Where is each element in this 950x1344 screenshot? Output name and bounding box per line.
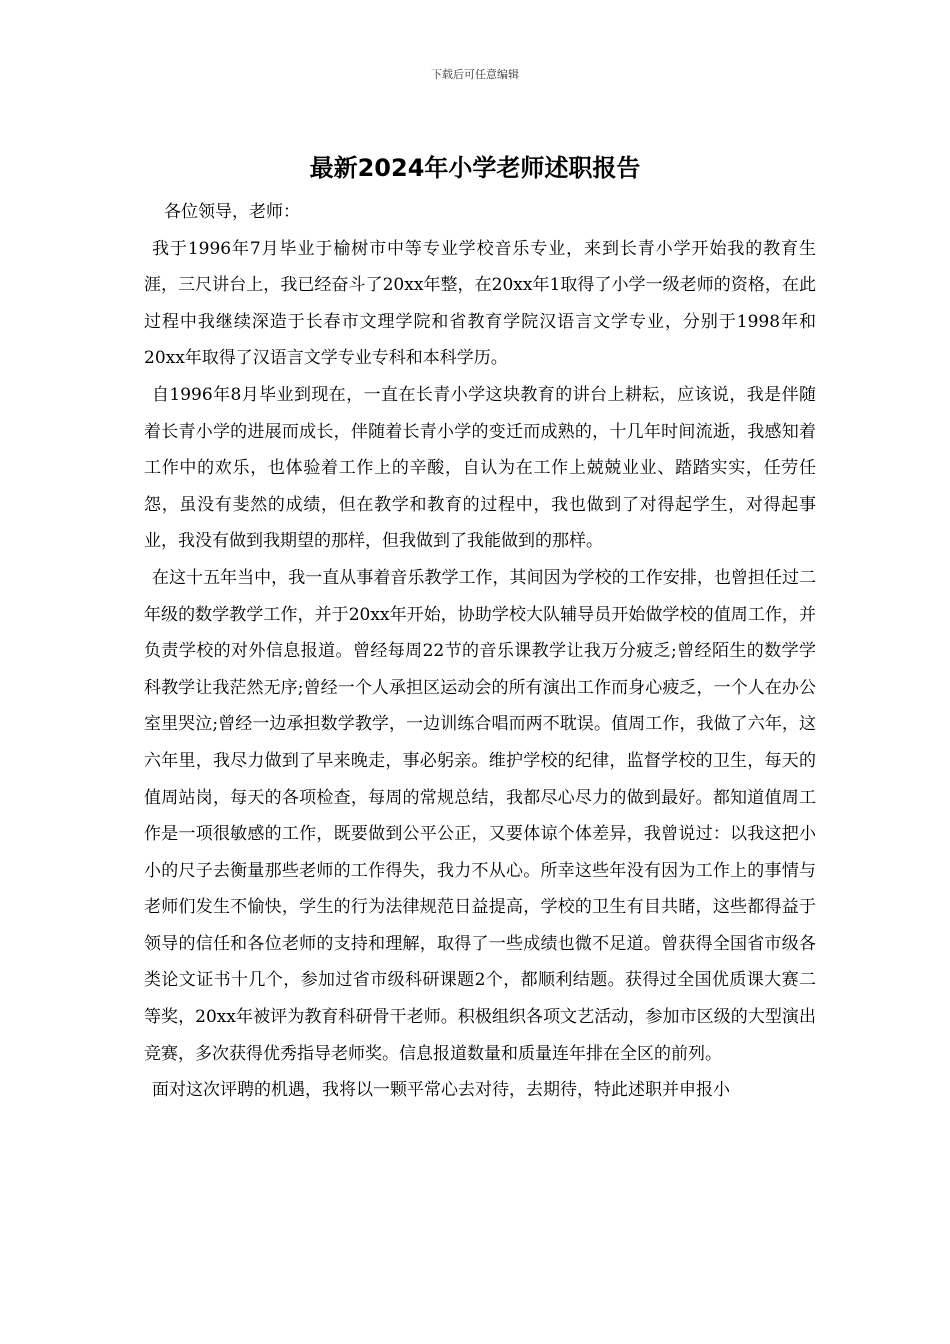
document-body (144, 194, 816, 1109)
salutation: 各位领导，老师： (164, 202, 300, 222)
paragraph-education-background: 我于1996年7月毕业于榆树市中等专业学校音乐专业，来到长青小学开始我的教育生涯，三尺讲台上，我已经奋斗了20xx年整，在20xx年1取得了小学一级老师的资格，在此过程中我继续深造于长春市文理学院和省教育学院汉语言文学专业，分别于1998年和20xx年取得了汉语言文学专业专科和本科学历。 (144, 238, 816, 369)
document-title: 最新2024年小学老师述职报告 (309, 154, 641, 182)
paragraph-work-achievements: 在这十五年当中，我一直从事着音乐教学工作，其间因为学校的工作安排，也曾担任过二年级的数学教学工作，并于20xx年开始，协助学校大队辅导员开始做学校的值周工作，并负责学校的对外信息报道。曾经每周22节的音乐课教学让我万分疲乏;曾经陌生的数学学科教学让我茫然无序;曾经一个人承担区运动会的所有演出工作而身心疲乏，一个人在办公室里哭泣;曾经一边承担数学教学，一边训练合唱而两不耽误。值周工作，我做了六年，这六年里，我尽力做到了早来晚走，事必躬亲。维护学校的纪律，监督学校的卫生，每天的值周站岗，每天的各项检查，每周的常规总结，我都尽心尽力的做到最好。都知道值周工作是一项很敏感的工作，既要做到公平公正，又要体谅个体差异，我曾说过：以我这把小小的尺子去衡量那些老师的工作得失，我力不从心。所幸这些年没有因为工作上的事情与老师们发生不愉快，学生的行为法律规范日益提高，学校的卫生有目共睹，这些都得益于领导的信任和各位老师的支持和理解，取得了一些成绩也微不足道。曾获得全国省市级各类论文证书十几个，参加过省市级科研课题2个，都顺利结题。获得过全国优质课大赛二等奖，20xx年被评为教育科研骨干老师。积极组织各项文艺活动，参加市区级的大型演出竞赛，多次获得优秀指导老师奖。信息报道数量和质量连年排在全区的前列。 (144, 567, 816, 1064)
header-note: 下载后可任意编辑 (431, 68, 519, 81)
paragraph-teaching-experience: 自1996年8月毕业到现在，一直在长青小学这块教育的讲台上耕耘，应该说，我是伴随着长青小学的进展而成长，伴随着长青小学的变迁而成熟的，十几年时间流逝，我感知着工作中的欢乐，也体验着工作上的辛酸，自认为在工作上兢兢业业、踏踏实实，任劳任怨，虽没有斐然的成绩，但在教学和教育的过程中，我也做到了对得起学生，对得起事业，我没有做到我期望的那样，但我做到了我能做到的那样。 (144, 384, 816, 552)
paragraph-closing: 面对这次评聘的机遇，我将以一颗平常心去对待，去期待，特此述职并申报小 (152, 1080, 730, 1101)
